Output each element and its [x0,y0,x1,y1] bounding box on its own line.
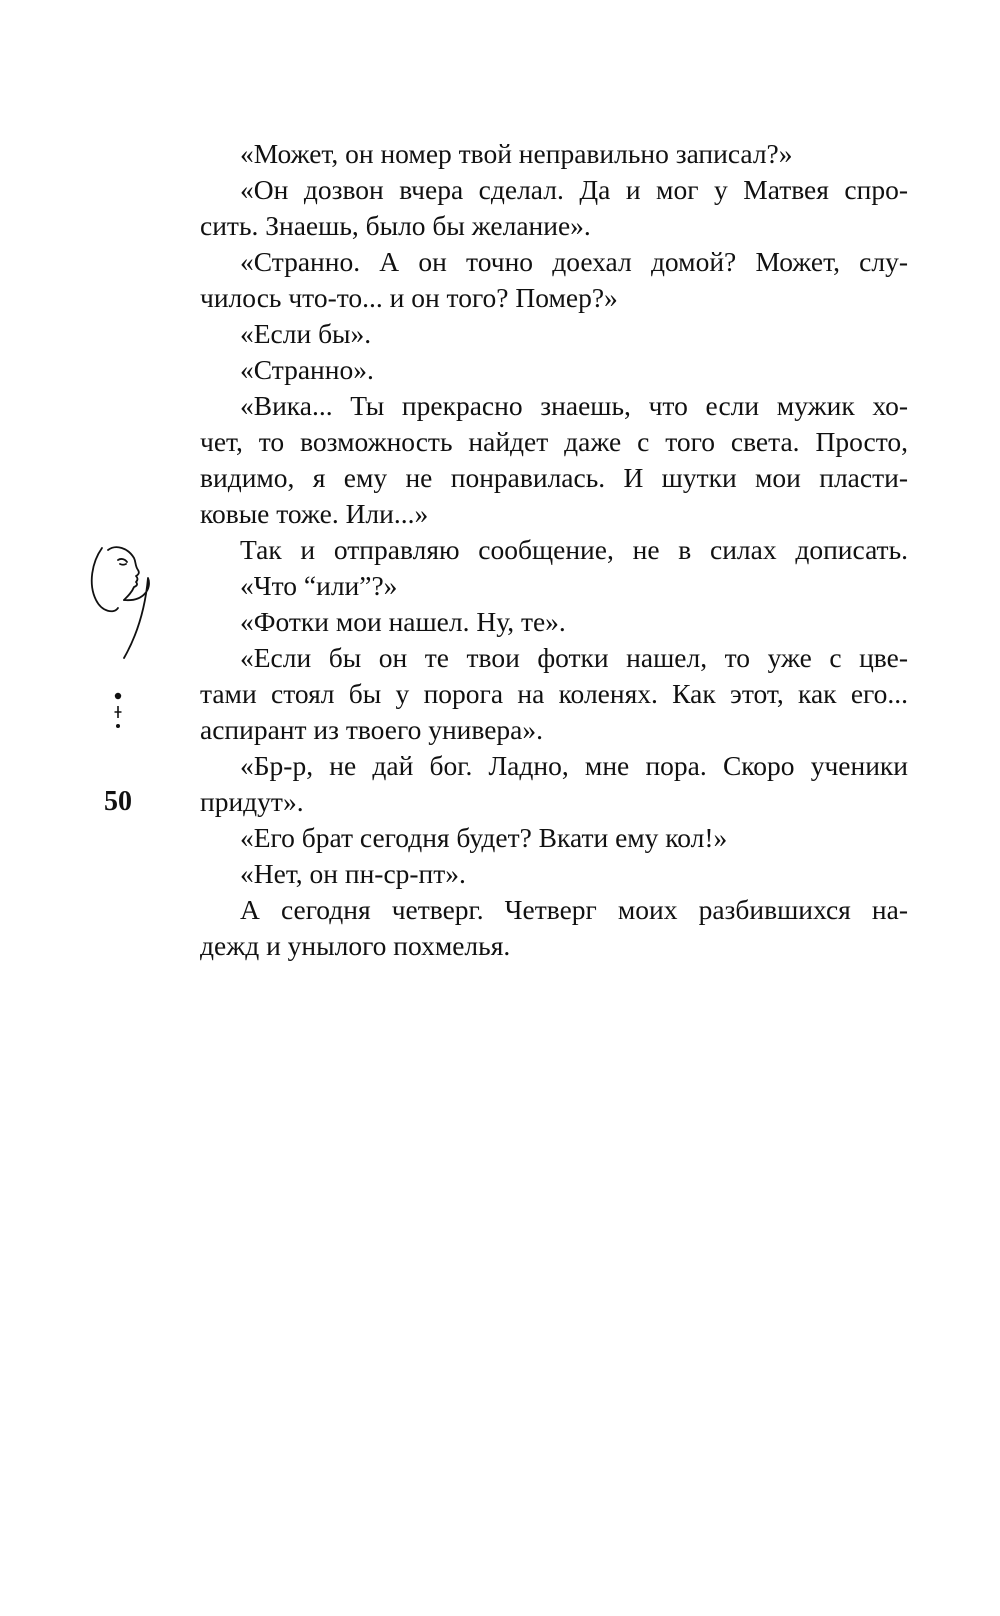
body-text [200,136,908,964]
text-line: «Вика... Ты прекрасно знаешь, что если мужик хо- [240,390,908,421]
face-ornament-icon [88,540,168,790]
text-line: «Он дозвон вчера сделал. Да и мог у Матвея спро- [240,174,908,205]
text-line: «Может, он номер твой неправильно записал?» [240,138,793,169]
text-line: придут». [200,786,304,817]
text-line: аспирант из твоего универа». [200,714,543,745]
text-line: «Фотки мои нашел. Ну, те». [240,606,566,637]
text-line: А сегодня четверг. Четверг моих разбившихся на- [240,894,908,925]
text-line: сить. Знаешь, было бы желание». [200,210,591,241]
text-line: «Если бы он те твои фотки нашел, то уже с цве- [240,642,908,673]
text-line: чилось что-то... и он того? Помер?» [200,282,618,313]
text-line: «Бр-р, не дай бог. Ладно, мне пора. Скоро ученики [240,750,908,781]
text-line: Так и отправляю сообщение, не в силах дописать. [240,534,908,565]
text-line: тами стоял бы у порога на коленях. Как этот, как его... [200,678,908,709]
text-line: «Что “или”?» [240,570,398,601]
text-line: «Странно». [240,354,374,385]
text-line: «Если бы». [240,318,372,349]
text-line: «Нет, он пн-ср-пт». [240,858,466,889]
text-line: дежд и унылого похмелья. [200,930,511,961]
text-line: видимо, я ему не понравилась. И шутки мои пласти- [200,462,908,493]
text-line: «Странно. А он точно доехал домой? Может, слу- [240,246,908,277]
page-number: 50 [104,786,132,817]
text-line: чет, то возможность найдет даже с того света. Просто, [200,426,908,457]
text-line: ковые тоже. Или...» [200,498,429,529]
text-line: «Его брат сегодня будет? Вкати ему кол!» [240,822,728,853]
